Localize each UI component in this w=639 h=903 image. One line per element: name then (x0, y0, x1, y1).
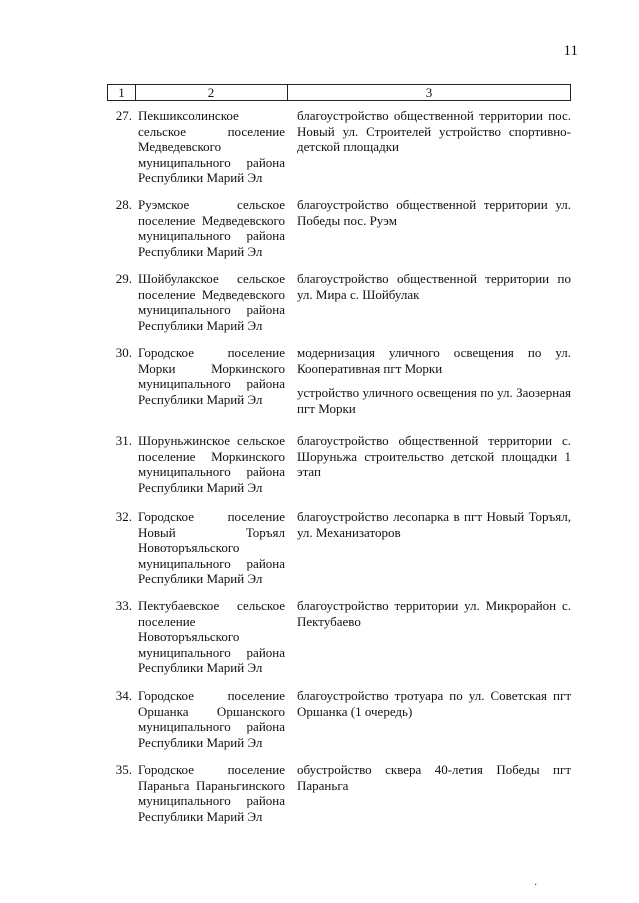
settlement-name: Городское поселение Параньга Параньгинского муниципального района Республики Марий Эл (138, 762, 285, 824)
project-item: благоустройство общественной территории по ул. Мира с. Шойбулак (297, 271, 571, 302)
settlement-name: Городское поселение Новый Торъял Новоторъяльского муниципального района Республики Марий Эл (138, 509, 285, 587)
project-list (297, 433, 571, 480)
project-item: благоустройство тротуара по ул. Советская пгт Оршанка (1 очередь) (297, 688, 571, 719)
row-number: 34. (115, 688, 132, 703)
project-item: модернизация уличного освещения по ул. Кооперативная пгт Морки (297, 345, 571, 376)
row-number: 27. (115, 108, 132, 123)
project-list (297, 108, 571, 155)
row-number: 30. (115, 345, 132, 360)
settlement-name: Шоруньжинское сельское поселение Моркинского муниципального района Республики Марий Эл (138, 433, 285, 495)
row-number: 32. (115, 509, 132, 524)
project-list (297, 598, 571, 629)
settlement-name: Пекшиксолинское сельское поселение Медведевского муниципального района Республики Марий Эл (138, 108, 285, 186)
column-header-3: 3 (288, 85, 571, 100)
row-number: 29. (115, 271, 132, 286)
settlement-name: Руэмское сельское поселение Медведевского муниципального района Республики Марий Эл (138, 197, 285, 259)
project-item: благоустройство лесопарка в пгт Новый Торъял, ул. Механизаторов (297, 509, 571, 540)
settlement-name: Шойбулакское сельское поселение Медведевского муниципального района Республики Марий Эл (138, 271, 285, 333)
project-item: обустройство сквера 40-летия Победы пгт Параньга (297, 762, 571, 793)
row-number: 35. (115, 762, 132, 777)
row-number: 33. (115, 598, 132, 613)
settlement-name: Пектубаевское сельское поселение Новоторъяльского муниципального района Республики Марий Эл (138, 598, 285, 676)
project-list (297, 271, 571, 302)
project-item: благоустройство общественной территории ул. Победы пос. Руэм (297, 197, 571, 228)
settlement-name: Городское поселение Морки Моркинского муниципального района Республики Марий Эл (138, 345, 285, 407)
page-number: 11 (563, 43, 578, 59)
row-number: 31. (115, 433, 132, 448)
table-header (107, 84, 571, 101)
project-list (297, 762, 571, 793)
project-list (297, 197, 571, 228)
column-header-2: 2 (135, 85, 288, 100)
scan-speck: · (534, 880, 538, 891)
project-item: благоустройство территории ул. Микрорайон с. Пектубаево (297, 598, 571, 629)
row-number: 28. (115, 197, 132, 212)
settlement-name: Городское поселение Оршанка Оршанского муниципального района Республики Марий Эл (138, 688, 285, 750)
project-list (297, 688, 571, 719)
project-list (297, 509, 571, 540)
project-item: благоустройство общественной территории с. Шоруньжа строительство детской площадки 1 этап (297, 433, 571, 480)
project-list (297, 345, 571, 416)
project-item: устройство уличного освещения по ул. Заозерная пгт Морки (297, 385, 571, 416)
column-header-1: 1 (107, 85, 136, 100)
project-item: благоустройство общественной территории пос. Новый ул. Строителей устройство спортивно-детской площадки (297, 108, 571, 155)
